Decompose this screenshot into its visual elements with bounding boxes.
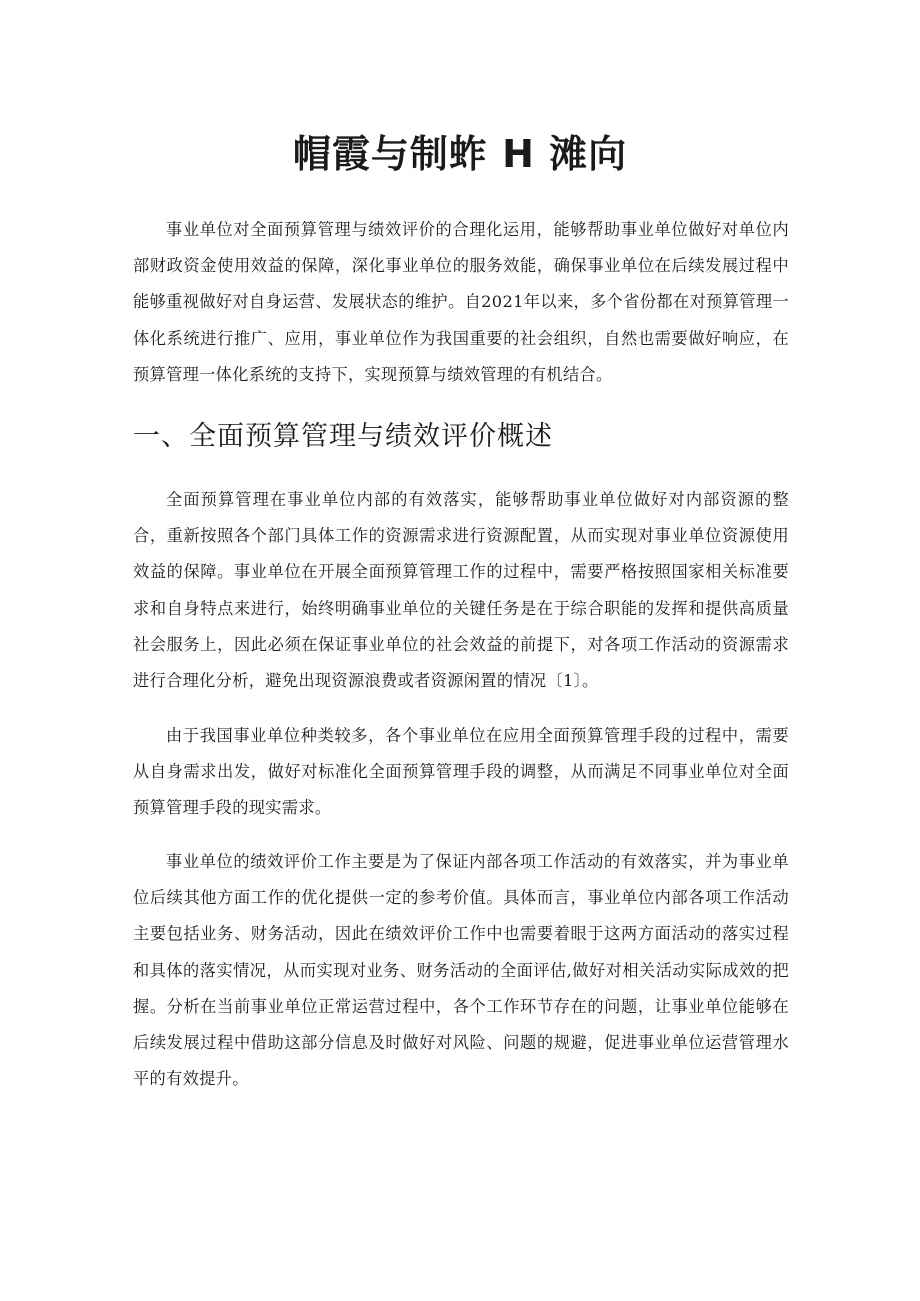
section-heading: 一、全面预算管理与绩效评价概述 bbox=[133, 421, 553, 452]
document-title: 帽霞与制蚱 H 滩向 bbox=[292, 132, 628, 176]
intro-paragraph: 事业单位对全面预算管理与绩效评价的合理化运用，能够帮助事业单位做好对单位内部财政资金使用效益的保障，深化事业单位的服务效能，确保事业单位在后续发展过程中能够重视做好对自身运营、发展状态的维护。自2021年以来，多个省份都在对预算管理一体化系统进行推广、应用，事业单位作为我国重要的社会组织，自然也需要做好响应，在预算管理一体化系统的支持下，实现预算与绩效管理的有机结合。 bbox=[133, 220, 789, 384]
section-paragraph-3: 事业单位的绩效评价工作主要是为了保证内部各项工作活动的有效落实，并为事业单位后续其他方面工作的优化提供一定的参考价值。具体而言，事业单位内部各项工作活动主要包括业务、财务活动，因此在绩效评价工作中也需要着眼于这两方面活动的落实过程和具体的落实情况，从而实现对业务、财务活动的全面评估,做好对相关活动实际成效的把握。分析在当前事业单位正常运营过程中，各个工作环节存在的问题，让事业单位能够在后续发展过程中借助这部分信息及时做好对风险、问题的规避，促进事业单位运营管理水平的有效提升。 bbox=[133, 852, 789, 1089]
section-paragraph-2: 由于我国事业单位种类较多，各个事业单位在应用全面预算管理手段的过程中，需要从自身需求出发，做好对标准化全面预算管理手段的调整，从而满足不同事业单位对全面预算管理手段的现实需求。 bbox=[133, 726, 789, 818]
section-paragraph-1: 全面预算管理在事业单位内部的有效落实，能够帮助事业单位做好对内部资源的整合，重新按照各个部门具体工作的资源需求进行资源配置，从而实现对事业单位资源使用效益的保障。事业单位在开展全面预算管理工作的过程中，需要严格按照国家相关标准要求和自身特点来进行，始终明确事业单位的关键任务是在于综合职能的发挥和提供高质量社会服务上，因此必须在保证事业单位的社会效益的前提下，对各项工作活动的资源需求进行合理化分析，避免出现资源浪费或者资源闲置的情况〔1〕。 bbox=[133, 490, 789, 691]
